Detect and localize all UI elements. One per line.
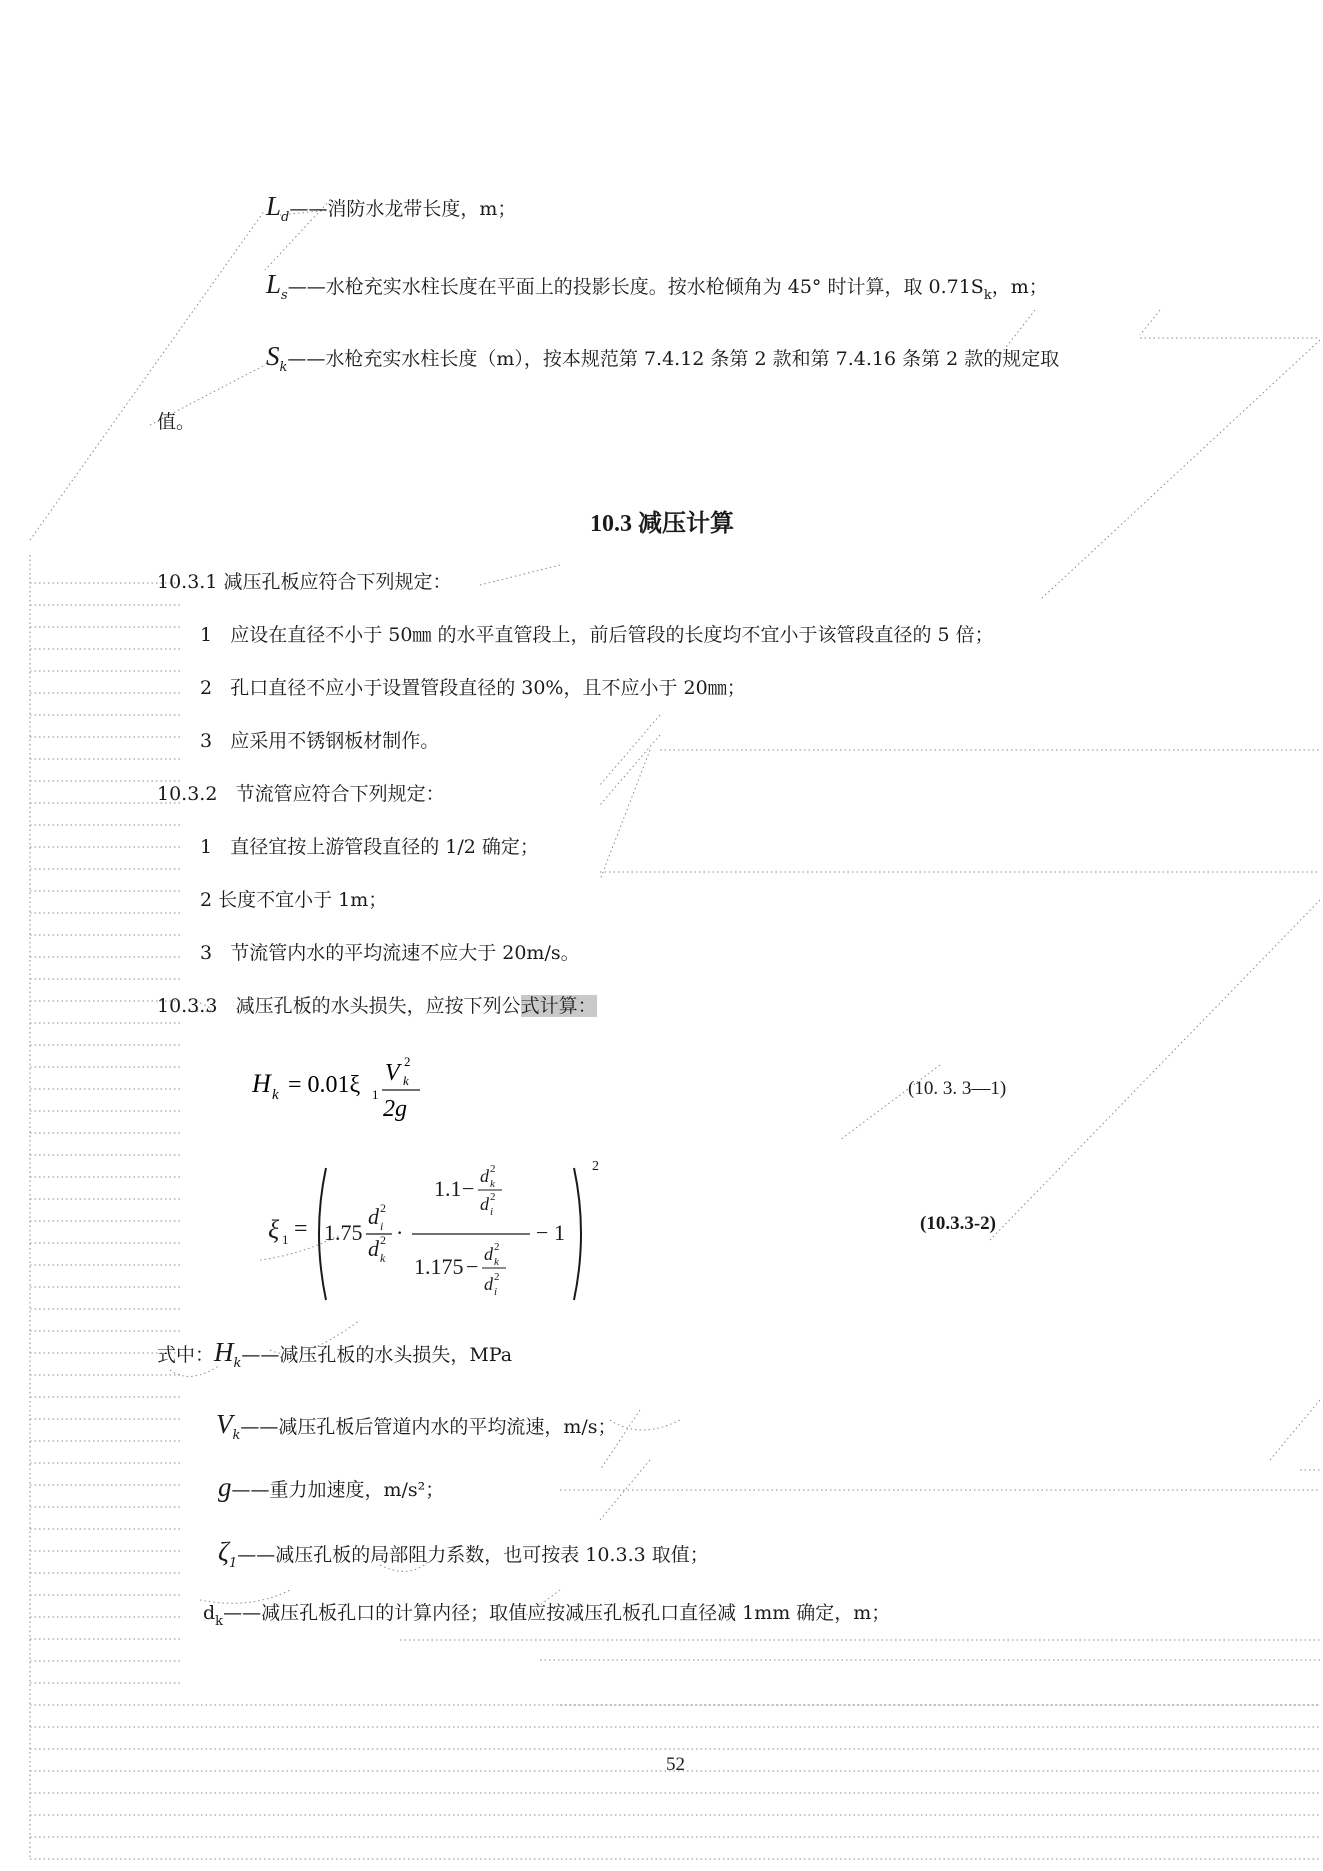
item-number: 2 [200, 889, 213, 911]
def-sk [266, 341, 1060, 380]
equation-1-svg [252, 1050, 452, 1130]
eq2-c3: 1.175 [414, 1254, 464, 1279]
svg-text:d: d [480, 1194, 489, 1214]
svg-text:=: = [294, 1216, 308, 1242]
symbol: d [203, 1602, 216, 1624]
symbol: ζ [218, 1537, 229, 1567]
eq1-lhs: H [252, 1069, 271, 1098]
def-zeta [218, 1537, 709, 1576]
item-number: 2 [200, 677, 213, 699]
def-text: ——减压孔板的局部阻力系数，也可按表 10.3.3 取值； [237, 1544, 709, 1566]
def-vk [216, 1409, 617, 1448]
svg-text:k: k [490, 1178, 495, 1190]
svg-text:i: i [494, 1286, 498, 1298]
eq2-right-paren [574, 1168, 581, 1300]
symbol: L [266, 191, 282, 221]
clause-item [200, 888, 387, 912]
symbol-sub: s [281, 288, 288, 303]
def-g [218, 1472, 445, 1502]
item-text: 应设在直径不小于 50㎜ 的水平直管段上，前后管段的长度均不宜小于该管段直径的 5 倍； [230, 624, 994, 646]
eq1-num-sub: k [403, 1073, 409, 1088]
page-number: 52 [666, 1754, 685, 1775]
svg-text:k: k [494, 1256, 499, 1268]
eq1-den: 2g [383, 1096, 407, 1122]
def-dk [203, 1601, 890, 1634]
symbol-sub: k [232, 1428, 241, 1443]
clause-text: 减压孔板应符合下列规定： [223, 571, 452, 593]
eq2-lhs-sub: 1 [282, 1232, 289, 1247]
svg-text:2: 2 [494, 1241, 500, 1253]
eq2-c1: 1.75 [324, 1220, 363, 1245]
eq2-c2: 1.1 [434, 1176, 462, 1201]
def-hk [157, 1337, 513, 1376]
where-label: 式中： [157, 1344, 215, 1366]
item-number: 1 [200, 836, 213, 858]
item-number: 3 [200, 730, 213, 752]
symbol: H [214, 1337, 234, 1367]
eq2-outer-sup: 2 [592, 1159, 599, 1174]
def-text: ——减压孔板后管道内水的平均流速，m/s； [240, 1416, 617, 1438]
svg-text:2: 2 [494, 1271, 500, 1283]
text-sub: k [983, 288, 992, 303]
svg-text:2: 2 [380, 1201, 386, 1215]
clause-item [200, 676, 746, 700]
item-number: 3 [200, 942, 213, 964]
equation-1-number: (10. 3. 3—1) [908, 1078, 1007, 1099]
clause-item [200, 729, 439, 753]
svg-text:d: d [368, 1204, 379, 1229]
item-number: 1 [200, 624, 213, 646]
clause-10-3-1 [157, 570, 452, 594]
equation-2-number: (10.3.3-2) [920, 1213, 996, 1234]
item-text: 节流管内水的平均流速不应大于 20m/s。 [230, 942, 580, 964]
def-text-tail: ，m； [991, 276, 1048, 298]
clause-item [200, 941, 580, 965]
symbol-sub: 1 [228, 1556, 238, 1571]
eq1-num: V [385, 1060, 400, 1086]
clause-10-3-3 [157, 994, 597, 1018]
eq1-num-sup: 2 [404, 1054, 411, 1069]
eq1-xi-sub: 1 [372, 1087, 379, 1102]
svg-text:·: · [396, 1220, 404, 1245]
equation-1 [252, 1050, 452, 1135]
symbol: L [266, 269, 282, 299]
clause-item [200, 623, 994, 647]
clause-number: 10.3.3 [157, 995, 218, 1017]
highlighted-text: 式计算： [520, 995, 597, 1017]
symbol-sub: k [215, 1614, 224, 1629]
def-text: ——水枪充实水柱长度（m），按本规范第 7.4.12 条第 2 款和第 7.4.16 条第 2 款的规定取 [287, 348, 1060, 370]
def-text: ——减压孔板的水头损失，MPa [241, 1344, 513, 1366]
svg-text:i: i [490, 1206, 494, 1218]
symbol: S [266, 341, 280, 371]
item-text: 孔口直径不应小于设置管段直径的 30%，且不应小于 20㎜； [230, 677, 746, 699]
clause-number: 10.3.1 [157, 571, 218, 593]
eq1-lhs-sub: k [272, 1087, 279, 1103]
symbol: V [216, 1409, 233, 1439]
symbol-sub: k [233, 1356, 242, 1371]
def-text: ——消防水龙带长度，m； [289, 198, 517, 220]
clause-text: 减压孔板的水头损失，应按下列公 [235, 995, 521, 1017]
clause-text: 节流管应符合下列规定： [235, 783, 445, 805]
svg-text:k: k [380, 1251, 386, 1265]
svg-text:2: 2 [380, 1233, 386, 1247]
def-ls [266, 269, 1048, 308]
svg-text:2: 2 [490, 1191, 496, 1203]
equation-2 [262, 1148, 622, 1323]
item-text: 应采用不锈钢板材制作。 [230, 730, 440, 752]
symbol: g [218, 1472, 232, 1502]
svg-text:i: i [380, 1219, 384, 1233]
item-text: 直径宜按上游管段直径的 1/2 确定； [230, 836, 539, 858]
def-ld [266, 191, 517, 230]
eq1-eq: = 0.01ξ [288, 1072, 361, 1098]
svg-text:d: d [484, 1244, 493, 1264]
def-sk-continuation: 值。 [157, 411, 196, 433]
svg-text:−: − [462, 1176, 475, 1201]
clause-10-3-2 [157, 782, 445, 806]
eq2-c4: 1 [554, 1220, 565, 1245]
equation-2-svg [262, 1148, 622, 1318]
symbol-sub: d [281, 210, 290, 225]
svg-text:−: − [466, 1254, 479, 1279]
svg-text:d: d [368, 1236, 379, 1261]
clause-item [200, 835, 539, 859]
svg-text:2: 2 [490, 1163, 496, 1175]
item-text: 长度不宜小于 1m； [218, 889, 388, 911]
symbol-sub: k [279, 360, 288, 375]
section-title: 10.3 减压计算 [590, 511, 734, 537]
svg-text:d: d [480, 1166, 489, 1186]
def-text: ——水枪充实水柱长度在平面上的投影长度。按水枪倾角为 45° 时计算，取 0.71S [287, 276, 984, 298]
svg-text:−: − [536, 1220, 549, 1245]
def-text: ——减压孔板孔口的计算内径；取值应按减压孔板孔口直径减 1mm 确定，m； [223, 1602, 891, 1624]
clause-number: 10.3.2 [157, 783, 218, 805]
def-text: ——重力加速度，m/s²； [231, 1479, 445, 1501]
svg-text:d: d [484, 1274, 493, 1294]
eq2-lhs: ξ [268, 1215, 280, 1244]
